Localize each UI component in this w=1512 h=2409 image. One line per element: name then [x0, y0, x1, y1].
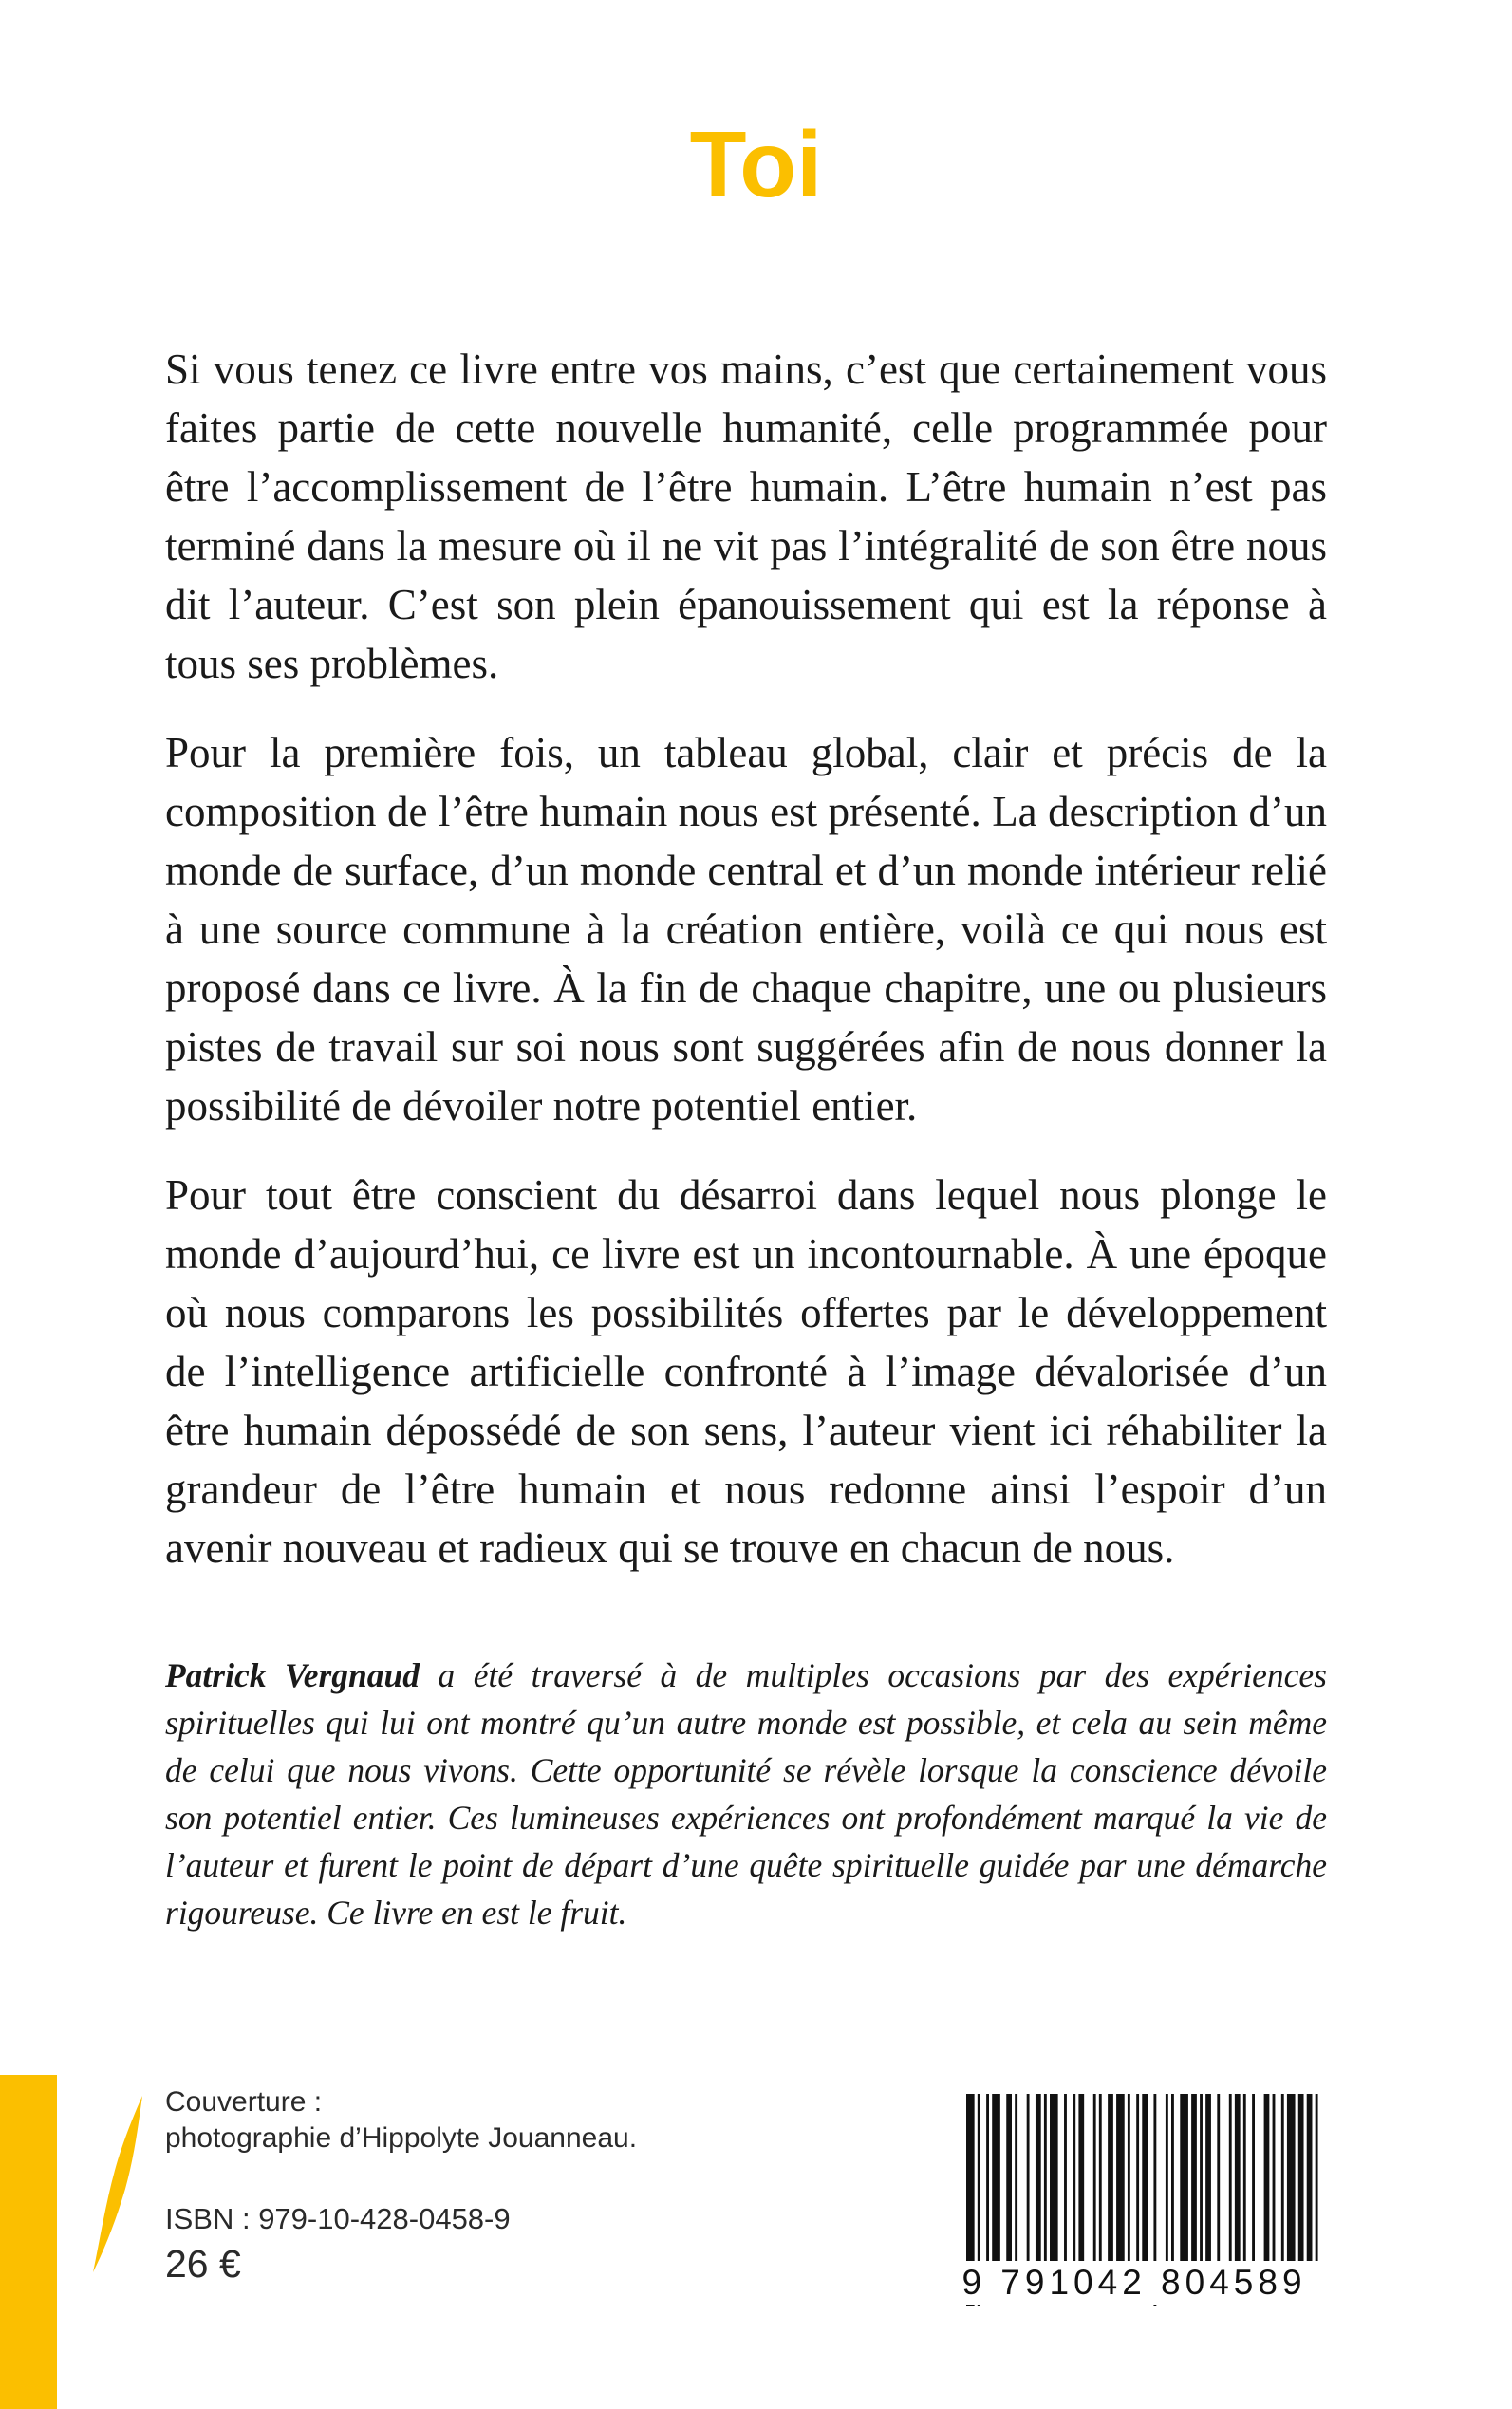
barcode-bar — [1287, 2094, 1296, 2263]
price-text: 26 € — [165, 2242, 241, 2286]
barcode-bar — [1243, 2094, 1246, 2263]
barcode-bar — [1099, 2094, 1102, 2263]
barcode-bar — [1264, 2094, 1270, 2263]
book-title: Toi — [689, 112, 823, 216]
barcode-bar — [1136, 2094, 1139, 2263]
barcode-bar — [1050, 2094, 1058, 2263]
blurb-paragraph-1: Si vous tenez ce livre entre vos mains, c’est que certainement vous faites partie de cette nouvelle humanité, celle programmée pour être l’accomplissement de l’être humain. L’être humain n’est pas terminé dans la mesure où il ne vit pas l’intégralité de son être nous dit l’auteur. C’est son plein épanouissement qui est la réponse à tous ses problèmes. — [165, 345, 1327, 687]
barcode-bar — [1217, 2094, 1220, 2263]
barcode-bar — [1093, 2094, 1096, 2263]
barcode-bar — [1027, 2094, 1030, 2263]
back-cover-blurb — [165, 340, 1327, 1608]
blurb-paragraph-2: Pour la première fois, un tableau global, clair et précis de la composition de l’être humain nous est présenté. La description d’un monde de surface, d’un monde central et d’un monde intérieur relié à une source commune à la création entière, voilà ce qui nous est proposé dans ce livre. À la fin de chaque chapitre, une ou plusieurs pistes de travail sur soi nous sont suggérées afin de nous donner la possibilité de dévoiler notre potentiel entier. — [165, 729, 1327, 1130]
barcode-bar — [1235, 2094, 1241, 2263]
barcode-bar — [1036, 2094, 1041, 2263]
barcode-bar — [986, 2094, 989, 2263]
author-name: Patrick Vergnaud — [165, 1656, 420, 1694]
barcode-bar — [1229, 2094, 1232, 2263]
barcode-bar — [1200, 2094, 1203, 2263]
author-bio-text: a été traversé à de multiples occasions par des expériences spirituelles qui lui ont montré qu’un autre monde est possible, et cela au sein même de celui que nous vivons. Cette opportunité se révèle lorsque la conscience dévoile son potentiel entier. Ces lumineuses expériences ont profondément marqué la vie de l’auteur et furent le point de départ d’une quête spirituelle guidée par une démarche rigoureuse. Ce livre en est le fruit. — [165, 1656, 1327, 1932]
barcode-bar — [1281, 2094, 1284, 2263]
credits-line-1: Couverture : — [165, 2086, 323, 2118]
barcode-bar — [1073, 2094, 1075, 2263]
barcode-bar — [1316, 2094, 1318, 2263]
barcode-bar — [1171, 2094, 1174, 2263]
cover-credits — [165, 2084, 637, 2157]
credits-line-2: photographie d’Hippolyte Jouanneau. — [165, 2122, 638, 2154]
barcode-bar — [992, 2094, 1000, 2263]
barcode-bar — [1142, 2094, 1148, 2263]
barcode-bar — [1108, 2094, 1113, 2263]
barcode-bar — [1166, 2094, 1168, 2263]
blurb-paragraph-3: Pour tout être conscient du désarroi dans lequel nous plonge le monde d’aujourd’hui, ce livre est un incontournable. À une époque où nous comparons les possibilités offertes par le développement de l’intelligence artificielle confronté à l’image dévalorisée d’un être humain dépossédé de son sens, l’auteur vient ici réhabiliter la grandeur de l’être humain et nous redonne ainsi l’espoir d’un avenir nouveau et radieux qui se trouve en chacun de nous. — [165, 1171, 1327, 1572]
accent-side-bar — [0, 2075, 57, 2409]
barcode-bar — [1252, 2094, 1255, 2263]
barcode-bar — [1044, 2094, 1047, 2263]
barcode-bar — [1180, 2094, 1188, 2263]
barcode-bar — [1205, 2094, 1211, 2263]
barcode-bar — [1015, 2094, 1017, 2263]
barcode-bar — [1116, 2094, 1125, 2263]
isbn-text: ISBN : 979-10-428-0458-9 — [165, 2202, 511, 2235]
barcode-bar — [1307, 2094, 1313, 2263]
barcode-bar — [1006, 2094, 1012, 2263]
barcode-bar — [1191, 2094, 1197, 2263]
barcode-bar — [1273, 2094, 1276, 2263]
barcode-bar — [1298, 2094, 1304, 2263]
barcode-bar — [1064, 2094, 1067, 2263]
barcode-number: 9 791042 804589 — [940, 2261, 1329, 2305]
barcode-bar — [1078, 2094, 1084, 2263]
barcode-bar — [1128, 2094, 1130, 2263]
feather-icon — [87, 2094, 144, 2274]
author-bio — [165, 1652, 1327, 1936]
